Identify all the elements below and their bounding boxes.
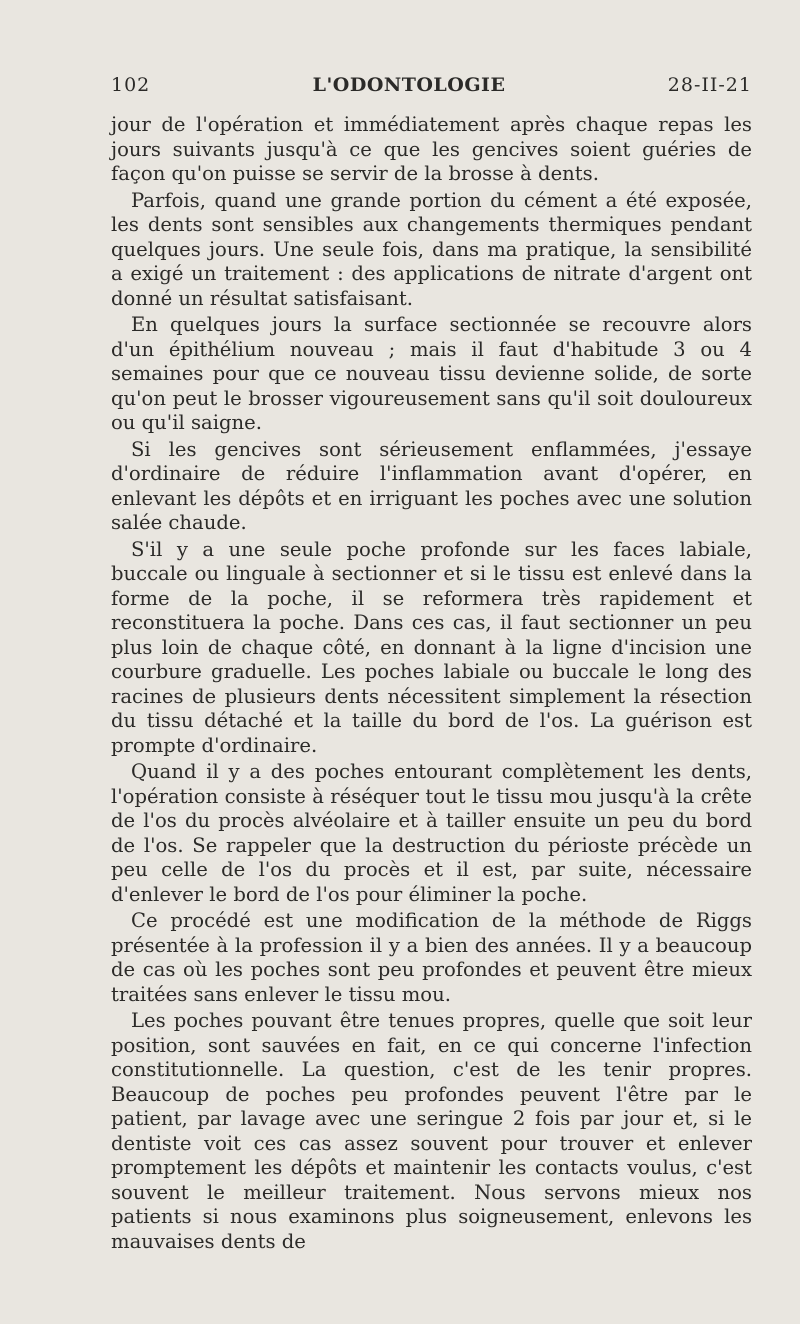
paragraph: En quelques jours la surface sectionnée se recouvre alors d'un épithélium nouveau ; mais il faut d'habitude 3 ou 4 semaines pour que ce nouveau tissu devienne solide, de sorte qu'on peut le brosser vigoureusement sans qu'il soit douloureux ou qu'il saigne.: [111, 313, 752, 434]
paragraph: Si les gencives sont sérieusement enflammées, j'essaye d'ordinaire de réduire l'inflammation avant d'opérer, en enlevant les dépôts et en irriguant les poches avec une solution salée chaude.: [111, 437, 752, 534]
journal-title: L'ODONTOLOGIE: [312, 74, 506, 96]
running-header: [111, 74, 752, 102]
paragraph: jour de l'opération et immédiatement après chaque repas les jours suivants jusqu'à ce que les gencives soient guéries de façon qu'on puisse se servir de la brosse à dents.: [111, 113, 752, 185]
page-number: 102: [111, 74, 151, 96]
paragraph: Les poches pouvant être tenues propres, quelle que soit leur position, sont sauvées en fait, en ce qui concerne l'infection constitutionnelle. La question, c'est de les tenir propres. Beaucoup de poches peu profondes peuvent l'être par le patient, par lavage avec une seringue 2 fois par jour et, si le dentiste voit ces cas assez souvent pour trouver et enlever promptement les dépôts et maintenir les contacts voulus, c'est souvent le meilleur traitement. Nous servons mieux nos patients si nous examinons plus soigneusement, enlevons les mauvaises dents de: [111, 1009, 752, 1253]
body-text: [111, 113, 752, 1256]
paragraph: Parfois, quand une grande portion du cément a été exposée, les dents sont sensibles aux changements thermiques pendant quelques jours. Une seule fois, dans ma pratique, la sensibilité a exigé un traitement : des applications de nitrate d'argent ont donné un résultat satisfaisant.: [111, 188, 752, 310]
paragraph: S'il y a une seule poche profonde sur les faces labiale, buccale ou linguale à sectionner et si le tissu est enlevé dans la forme de la poche, il se reformera très rapidement et reconstituera la poche. Dans ces cas, il faut sectionner un peu plus loin de chaque côté, en donnant à la ligne d'incision une courbure graduelle. Les poches labiale ou buccale le long des racines de plusieurs dents nécessitent simplement la résection du tissu détaché et la taille du bord de l'os. La guérison est prompte d'ordinaire.: [111, 537, 752, 757]
paragraph: Quand il y a des poches entourant complètement les dents, l'opération consiste à réséquer tout le tissu mou jusqu'à la crête de l'os du procès alvéolaire et à tailler ensuite un peu du bord de l'os. Se rappeler que la destruction du périoste précède un peu celle de l'os du procès et il est, par suite, nécessaire d'enlever le bord de l'os pour éliminer la poche.: [111, 760, 752, 906]
issue-date: 28-II-21: [667, 74, 752, 96]
paragraph: Ce procédé est une modification de la méthode de Riggs présentée à la profession il y a bien des années. Il y a beaucoup de cas où les poches sont peu profondes et peuvent être mieux traitées sans enlever le tissu mou.: [111, 909, 752, 1006]
